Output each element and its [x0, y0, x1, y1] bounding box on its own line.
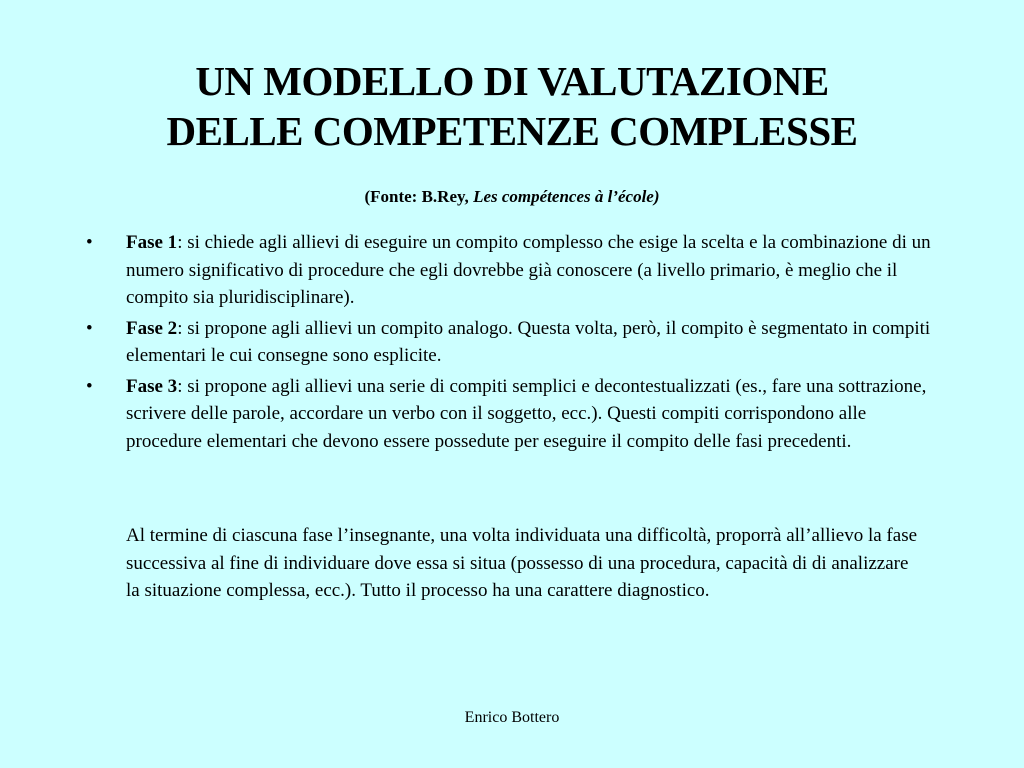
title-line-1: UN MODELLO DI VALUTAZIONE [195, 58, 829, 104]
phase-text: : si propone agli allievi una serie di compiti semplici e decontestualizzati (es., fare una sottrazione, scrivere delle parole, accordare un verbo con il soggetto, ecc.). Questi compiti corrispondono alle procedure elementari che devono essere possedute per eseguire il compito delle fasi precedenti. [126, 375, 927, 452]
phase-label: Fase 3 [126, 375, 178, 397]
bullet-marker: • [86, 375, 93, 397]
title-line-2: DELLE COMPETENZE COMPLESSE [166, 108, 858, 154]
slide-title [0, 56, 1024, 156]
source-work-title: Les compétences à l’école) [473, 187, 660, 206]
source-citation [0, 186, 1024, 208]
phase-label: Fase 2 [126, 317, 178, 339]
source-prefix: (Fonte: B.Rey, [364, 187, 474, 206]
phase-list [86, 229, 946, 458]
conclusion-paragraph: Al termine di ciascuna fase l’insegnante, una volta individuata una difficoltà, proporrà all’allievo la fase successiva al fine di individuare dove essa si situa (possesso di una procedura, capacità di di analizzare la situazione complessa, ecc.). Tutto il processo ha una carattere diagnostico. [126, 525, 918, 601]
bullet-marker: • [86, 317, 93, 339]
phase-item-2 [86, 315, 946, 370]
phase-label: Fase 1 [126, 232, 178, 253]
footer-author: Enrico Bottero [464, 709, 560, 726]
phase-item-1 [86, 229, 946, 312]
phase-item-3 [86, 373, 946, 456]
phase-text: : si chiede agli allievi di eseguire un compito complesso che esige la scelta e la combinazione di un numero significativo di procedure che egli dovrebbe già conoscere (a livello primario, è meglio che il compito sia pluridisciplinare). [126, 232, 931, 308]
bullet-marker: • [86, 232, 93, 253]
phase-text: : si propone agli allievi un compito analogo. Questa volta, però, il compito è segmentato in compiti elementari le cui consegne sono esplicite. [126, 317, 931, 366]
